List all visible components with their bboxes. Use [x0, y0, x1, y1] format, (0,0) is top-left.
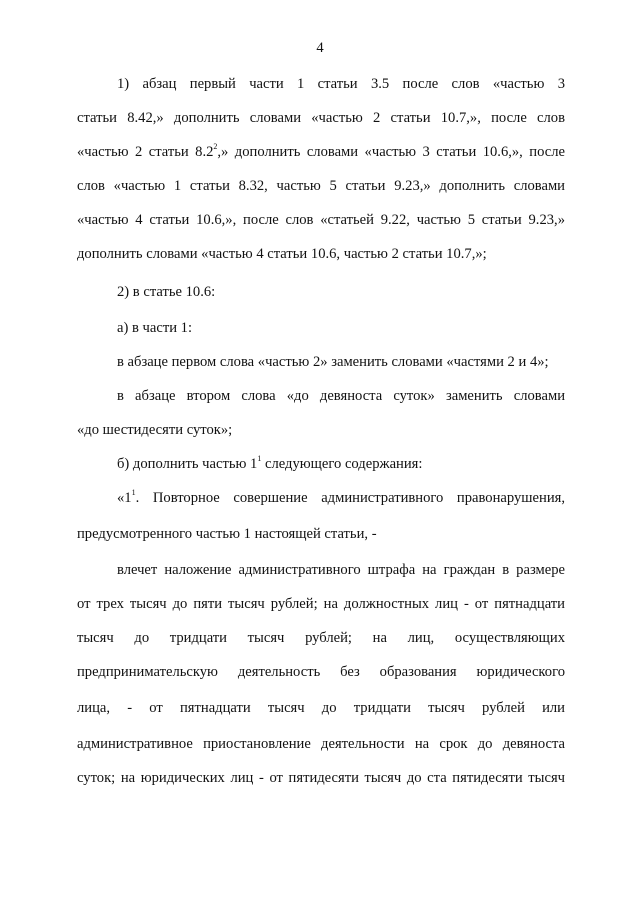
- para7-line1-text-b: . Повторное совершение административного правонарушения,: [135, 490, 565, 506]
- page-number: 4: [316, 40, 324, 56]
- para1-line5: «частью 4 статьи 10.6,», после слов «статьей 9.22, частью 5 статьи 9.23,»: [77, 212, 565, 228]
- para5-line2: «до шестидесяти суток»;: [77, 422, 233, 438]
- superscript: 2: [213, 142, 218, 151]
- para5-line1: в абзаце втором слова «до девяноста суток» заменить словами: [117, 388, 565, 404]
- para1-line3-text-b: ,» дополнить словами «частью 3 статьи 10.6,», после: [217, 144, 565, 160]
- superscript: 1: [131, 488, 136, 497]
- para6-text-b: следующего содержания:: [261, 456, 423, 472]
- para1-line6: дополнить словами «частью 4 статьи 10.6, частью 2 статьи 10.7,»;: [77, 246, 487, 262]
- para6: [117, 456, 422, 473]
- para2: 2) в статье 10.6:: [117, 284, 216, 300]
- para8-line1: влечет наложение административного штрафа на граждан в размере: [117, 562, 565, 578]
- para7-line2: предусмотренного частью 1 настоящей статьи, -: [77, 526, 377, 542]
- para1-line3: [77, 144, 565, 161]
- para8-line5: лица, - от пятнадцати тысяч до тридцати тысяч рублей или: [77, 700, 565, 716]
- para1-line3-text-a: «частью 2 статьи 8.2: [77, 144, 214, 160]
- superscript: 1: [257, 454, 262, 463]
- para1-line2: статьи 8.42,» дополнить словами «частью 2 статьи 10.7,», после слов: [77, 110, 565, 126]
- para8-line2: от трех тысяч до пяти тысяч рублей; на должностных лиц - от пятнадцати: [77, 596, 565, 612]
- para8-line7: суток; на юридических лиц - от пятидесяти тысяч до ста пятидесяти тысяч: [77, 770, 565, 786]
- para4: в абзаце первом слова «частью 2» заменить словами «частями 2 и 4»;: [117, 354, 549, 370]
- para7-line1: [117, 490, 565, 507]
- para6-text-a: б) дополнить частью 1: [117, 456, 258, 472]
- para8-line4: предпринимательскую деятельность без образования юридического: [77, 664, 565, 680]
- para8-line6: административное приостановление деятельности на срок до девяноста: [77, 736, 565, 752]
- para7-line1-text-a: «1: [117, 490, 132, 506]
- para1-line1: 1) абзац первый части 1 статьи 3.5 после слов «частью 3: [117, 76, 565, 92]
- para8-line3: тысяч до тридцати тысяч рублей; на лиц, осуществляющих: [77, 630, 565, 646]
- para3: а) в части 1:: [117, 320, 193, 336]
- para1-line4: слов «частью 1 статьи 8.32, частью 5 статьи 9.23,» дополнить словами: [77, 178, 565, 194]
